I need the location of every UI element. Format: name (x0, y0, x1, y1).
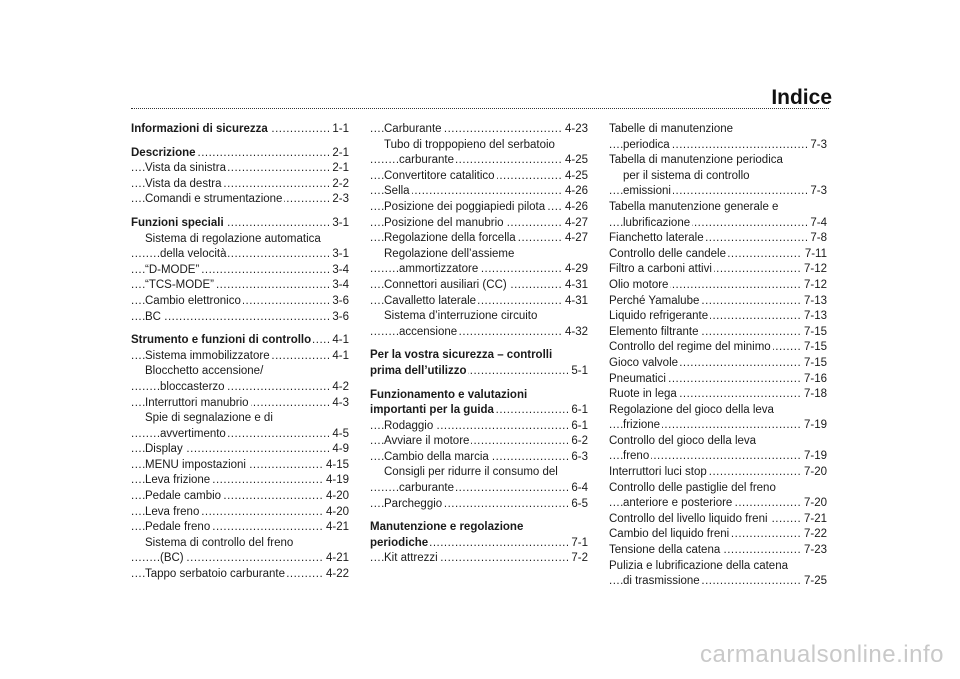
toc-entry[interactable] (131, 442, 349, 458)
toc-entry-page: 4-20 (323, 489, 349, 505)
toc-entry-page: 7-12 (801, 278, 827, 294)
toc-entry-title: Sistema di regolazione automatica (145, 232, 321, 245)
toc-entry-page: 7-22 (801, 527, 827, 543)
toc-entry-title: anteriore e posteriore (623, 497, 733, 510)
toc-entry[interactable] (131, 310, 349, 326)
toc-entry-page: 7-8 (807, 231, 827, 247)
toc-entry-title: emissioni (623, 185, 671, 198)
toc-entry-title: “D-MODE” (145, 263, 200, 276)
toc-entry[interactable] (131, 177, 349, 193)
toc-entry[interactable] (370, 551, 588, 567)
toc-entry-page: 7-15 (801, 356, 827, 372)
toc-entry[interactable] (131, 520, 349, 536)
toc-entry[interactable] (131, 263, 349, 279)
toc-entry[interactable] (370, 184, 588, 200)
toc-entry-page: 7-3 (807, 138, 827, 154)
toc-section-heading[interactable] (131, 216, 349, 232)
toc-entry-title: Funzioni speciali (131, 216, 224, 229)
toc-entry-title: Interruttori manubrio (145, 396, 249, 409)
toc-entry-title: frizione (623, 419, 661, 432)
toc-entry-title: della velocità (160, 248, 227, 261)
toc-section-heading[interactable] (370, 364, 588, 380)
toc-column-3 (609, 122, 827, 590)
toc-entry-page: 4-1 (329, 333, 349, 349)
toc-entry-page: 4-25 (562, 153, 588, 169)
toc-entry-title: Cambio del liquido freni (609, 528, 730, 541)
toc-entry[interactable] (609, 294, 827, 310)
toc-entry-title: Connettori ausiliari (CC) (384, 278, 507, 291)
toc-entry-page: 7-15 (801, 340, 827, 356)
toc-entry-title: di trasmissione (623, 575, 700, 588)
toc-section-heading[interactable] (370, 536, 588, 552)
toc-entry[interactable] (131, 161, 349, 177)
toc-entry-page: 3-6 (329, 310, 349, 326)
toc-column-2 (370, 122, 588, 567)
toc-entry-page: 4-26 (562, 184, 588, 200)
toc-entry[interactable] (131, 489, 349, 505)
toc-entry[interactable] (131, 294, 349, 310)
toc-entry-title: Sistema d’interruzione circuito (384, 310, 538, 323)
toc-entry-page: 4-27 (562, 231, 588, 247)
toc-entry (609, 481, 827, 497)
toc-entry-title: Olio motore (609, 278, 669, 291)
toc-entry-title: Tabella di manutenzione periodica (609, 154, 783, 167)
toc-entry-page: 7-4 (807, 216, 827, 232)
toc-spacer (370, 340, 588, 348)
toc-entry-page: 4-31 (562, 278, 588, 294)
toc-entry-title: Tensione della catena (609, 544, 721, 557)
toc-entry-page: 4-1 (329, 349, 349, 365)
toc-entry-title: Informazioni di sicurezza (131, 123, 268, 135)
toc-entry (131, 232, 349, 248)
toc-entry-title: Sella (384, 185, 410, 198)
toc-entry-title: Cambio elettronico (145, 294, 241, 307)
toc-entry-page: 4-20 (323, 505, 349, 521)
toc-entry-title: Strumento e funzioni di controllo (131, 334, 312, 347)
toc-entry-page: 4-32 (562, 325, 588, 341)
toc-entry[interactable] (609, 372, 827, 388)
toc-entry-title: carburante (399, 154, 454, 167)
toc-entry-title: (BC) (160, 552, 184, 565)
toc-entry-title: Filtro a carboni attivi (609, 263, 712, 276)
toc-entry-page: 7-19 (801, 449, 827, 465)
toc-entry-title: Consigli per ridurre il consumo del (384, 466, 558, 479)
toc-entry[interactable] (609, 309, 827, 325)
toc-entry-page: 7-13 (801, 309, 827, 325)
toc-entry[interactable] (609, 387, 827, 403)
toc-entry-page: 3-6 (329, 294, 349, 310)
toc-entry-title: Posizione del manubrio (384, 216, 504, 229)
toc-entry (609, 200, 827, 216)
toc-entry[interactable] (370, 434, 588, 450)
toc-entry[interactable] (131, 551, 349, 567)
toc-entry-page: 7-19 (801, 418, 827, 434)
toc-entry-title: Funzionamento e valutazioni (370, 388, 528, 401)
toc-entry[interactable] (609, 449, 827, 465)
toc-entry-page: 7-20 (801, 465, 827, 481)
toc-entry-page: 7-23 (801, 543, 827, 559)
toc-entry-title: Kit attrezzi (384, 552, 438, 565)
toc-entry[interactable] (370, 169, 588, 185)
toc-entry (609, 153, 827, 169)
toc-entry[interactable] (131, 427, 349, 443)
toc-entry-page: 6-1 (568, 419, 588, 435)
toc-entry-title: Vista da sinistra (145, 162, 226, 175)
toc-entry[interactable] (609, 465, 827, 481)
toc-entry-page: 7-15 (801, 325, 827, 341)
toc-entry-page: 2-3 (329, 192, 349, 208)
toc-entry-page: 4-9 (329, 442, 349, 458)
toc-entry-page: 4-15 (323, 458, 349, 474)
toc-entry (609, 169, 827, 185)
toc-entry-page: 4-19 (323, 473, 349, 489)
toc-entry-page: 4-21 (323, 551, 349, 567)
toc-entry[interactable] (370, 481, 588, 497)
toc-entry-title: per il sistema di controllo (623, 169, 750, 182)
toc-entry-page: 3-1 (329, 247, 349, 263)
toc-entry-page: 2-1 (329, 146, 349, 162)
toc-entry-title: carburante (399, 482, 454, 495)
toc-spacer (131, 325, 349, 333)
toc-entry[interactable] (131, 192, 349, 208)
toc-entry-title: lubrificazione (623, 216, 691, 229)
toc-entry-page: 3-4 (329, 278, 349, 294)
toc-entry-page: 2-1 (329, 161, 349, 177)
toc-entry-title: Regolazione del gioco della leva (609, 403, 774, 416)
toc-entry-title: Tabelle di manutenzione (609, 123, 734, 135)
toc-entry[interactable] (609, 231, 827, 247)
toc-entry-title: Blocchetto accensione/ (145, 365, 264, 378)
toc-entry-page: 4-2 (329, 380, 349, 396)
toc-entry-title: Pneumatici (609, 372, 666, 385)
toc-entry-title: Parcheggio (384, 497, 443, 510)
toc-entry-page: 5-1 (568, 364, 588, 380)
toc-entry-title: accensione (399, 325, 458, 338)
toc-spacer (131, 208, 349, 216)
toc-entry-title: Manutenzione e regolazione (370, 521, 524, 534)
toc-entry-title: Pedale freno (145, 521, 211, 534)
toc-entry-page: 7-16 (801, 372, 827, 388)
toc-entry-title: Interruttori luci stop (609, 466, 707, 479)
toc-entry[interactable] (131, 278, 349, 294)
toc-entry-title: Tabella manutenzione generale e (609, 200, 779, 213)
toc-entry[interactable] (609, 356, 827, 372)
toc-entry[interactable] (609, 574, 827, 590)
toc-entry (131, 411, 349, 427)
toc-entry-title: Fianchetto laterale (609, 232, 704, 245)
toc-entry[interactable] (370, 450, 588, 466)
toc-entry-title: ammortizzatore (399, 263, 479, 276)
toc-entry (609, 559, 827, 575)
toc-entry[interactable] (609, 496, 827, 512)
toc-entry-title: Liquido refrigerante (609, 310, 709, 323)
toc-entry-title: Avviare il motore (384, 435, 470, 448)
toc-entry[interactable] (609, 543, 827, 559)
toc-entry (370, 309, 588, 325)
toc-entry-title: Pedale cambio (145, 490, 222, 503)
toc-entry-page: 6-5 (568, 497, 588, 513)
toc-entry-title: importanti per la guida (370, 404, 494, 417)
toc-entry-title: Descrizione (131, 146, 196, 159)
toc-entry-page: 1-1 (329, 122, 349, 138)
toc-entry[interactable] (370, 419, 588, 435)
toc-entry-page: 4-27 (562, 216, 588, 232)
toc-entry[interactable] (370, 200, 588, 216)
toc-entry-title: Pulizia e lubrificazione della catena (609, 559, 788, 572)
toc-entry-page: 4-22 (323, 567, 349, 583)
toc-entry-page: 7-25 (801, 574, 827, 590)
toc-entry-title: freno (623, 450, 650, 463)
toc-entry-title: prima dell’utilizzo (370, 364, 467, 377)
toc-entry-title: Controllo del regime del minimo (609, 341, 771, 354)
toc-entry-title: Gioco valvole (609, 356, 679, 369)
toc-section-heading (370, 520, 588, 536)
toc-entry-title: Spie di segnalazione e di (145, 412, 273, 425)
toc-entry-title: Cavalletto laterale (384, 294, 477, 307)
toc-entry-page: 6-4 (568, 481, 588, 497)
toc-entry[interactable] (609, 138, 827, 154)
toc-entry[interactable] (609, 262, 827, 278)
toc-spacer (370, 380, 588, 388)
toc-entry[interactable] (609, 527, 827, 543)
toc-entry (609, 434, 827, 450)
toc-entry-title: periodica (623, 138, 670, 151)
toc-entry-title: Controllo del livello liquido freni (609, 512, 768, 525)
toc-entry-page: 7-18 (801, 387, 827, 403)
toc-entry-title: “TCS-MODE” (145, 279, 214, 292)
toc-spacer (131, 138, 349, 146)
toc-entry (370, 247, 588, 263)
toc-entry-page: 7-12 (801, 262, 827, 278)
toc-entry[interactable] (609, 184, 827, 200)
toc-entry[interactable] (370, 262, 588, 278)
toc-entry-title: periodiche (370, 536, 429, 549)
toc-entry-page: 7-11 (802, 247, 827, 263)
toc-entry[interactable] (609, 340, 827, 356)
toc-entry[interactable] (131, 349, 349, 365)
toc-entry-page: 4-26 (562, 200, 588, 216)
toc-entry-title: Rodaggio (384, 419, 434, 432)
toc-entry-title: Tappo serbatoio carburante (145, 568, 286, 581)
toc-entry-page: 4-5 (329, 427, 349, 443)
toc-entry[interactable] (131, 380, 349, 396)
toc-entry[interactable] (131, 247, 349, 263)
toc-entry-title: Regolazione della forcella (384, 232, 516, 245)
title-rule (131, 108, 829, 109)
toc-entry[interactable] (370, 153, 588, 169)
toc-entry-page: 4-3 (329, 396, 349, 412)
toc-entry-title: Controllo delle candele (609, 247, 726, 260)
toc-entry (370, 138, 588, 154)
toc-entry-title: Sistema di controllo del freno (145, 536, 294, 549)
toc-entry[interactable] (370, 497, 588, 513)
toc-entry-title: avvertimento (160, 427, 226, 440)
watermark: carmanualsonline.info (700, 641, 944, 668)
toc-entry[interactable] (609, 418, 827, 434)
toc-section-heading[interactable] (370, 403, 588, 419)
toc-entry (609, 403, 827, 419)
toc-entry[interactable] (131, 396, 349, 412)
toc-entry-title: Ruote in lega (609, 388, 677, 401)
toc-entry[interactable] (370, 231, 588, 247)
toc-entry (370, 465, 588, 481)
toc-entry-page: 7-13 (801, 294, 827, 310)
toc-entry-title: Controllo delle pastiglie del freno (609, 481, 776, 494)
toc-entry-title: Elemento filtrante (609, 325, 699, 338)
toc-entry-title: Per la vostra sicurezza – controlli (370, 349, 553, 362)
toc-entry-title: Leva frizione (145, 474, 211, 487)
toc-entry (609, 122, 827, 138)
toc-entry (131, 364, 349, 380)
toc-entry-title: Controllo del gioco della leva (609, 434, 757, 447)
toc-entry[interactable] (370, 122, 588, 138)
toc-entry[interactable] (609, 512, 827, 528)
toc-entry-page: 3-1 (329, 216, 349, 232)
toc-entry[interactable] (609, 278, 827, 294)
toc-section-heading (370, 348, 588, 364)
toc-entry[interactable] (370, 325, 588, 341)
toc-entry[interactable] (609, 325, 827, 341)
toc-entry[interactable] (370, 278, 588, 294)
toc-entry (131, 536, 349, 552)
toc-entry[interactable] (370, 216, 588, 232)
toc-entry-title: Regolazione dell’assieme (384, 247, 515, 260)
toc-entry[interactable] (609, 216, 827, 232)
toc-entry[interactable] (131, 505, 349, 521)
toc-entry-title: Vista da destra (145, 177, 222, 190)
toc-entry-title: bloccasterzo (160, 380, 225, 393)
toc-entry-title: Leva freno (145, 505, 200, 518)
toc-entry[interactable] (370, 294, 588, 310)
toc-entry-page: 3-4 (329, 263, 349, 279)
toc-entry-page: 6-3 (568, 450, 588, 466)
toc-entry-title: Cambio della marcia (384, 450, 489, 463)
toc-entry-page: 7-20 (801, 496, 827, 512)
toc-entry[interactable] (609, 247, 827, 263)
toc-entry-title: BC (145, 310, 161, 323)
toc-entry-page: 4-23 (562, 122, 588, 138)
toc-section-heading[interactable] (131, 333, 349, 349)
toc-section-heading (370, 388, 588, 404)
toc-entry-title: Display (145, 443, 183, 456)
toc-section-heading[interactable] (131, 122, 349, 138)
toc-column-1 (131, 122, 349, 583)
toc-entry[interactable] (131, 458, 349, 474)
toc-entry-title: Tubo di troppopieno del serbatoio (384, 138, 555, 151)
toc-entry-page: 7-1 (568, 536, 588, 552)
toc-entry-page: 4-21 (323, 520, 349, 536)
toc-spacer (370, 512, 588, 520)
toc-section-heading[interactable] (131, 146, 349, 162)
toc-entry-page: 4-31 (562, 294, 588, 310)
toc-entry-page: 6-1 (568, 403, 588, 419)
toc-entry-page: 4-25 (562, 169, 588, 185)
toc-entry-title: Convertitore catalitico (384, 169, 495, 182)
toc-entry-title: Carburante (384, 123, 442, 135)
toc-entry[interactable] (131, 473, 349, 489)
toc-entry-page: 6-2 (568, 434, 588, 450)
toc-entry[interactable] (131, 567, 349, 583)
toc-entry-title: Sistema immobilizzatore (145, 349, 270, 362)
toc-entry-page: 7-21 (801, 512, 827, 528)
toc-entry-page: 7-2 (568, 551, 588, 567)
page-title: Indice (771, 86, 832, 109)
toc-entry-title: Posizione dei poggiapiedi pilota (384, 200, 546, 213)
toc-entry-title: Perché Yamalube (609, 294, 700, 307)
toc-entry-page: 7-3 (807, 184, 827, 200)
toc-entry-title: Comandi e strumentazione (145, 193, 283, 206)
toc-entry-page: 2-2 (329, 177, 349, 193)
toc-entry-title: MENU impostazioni (145, 458, 246, 471)
toc-entry-page: 4-29 (562, 262, 588, 278)
